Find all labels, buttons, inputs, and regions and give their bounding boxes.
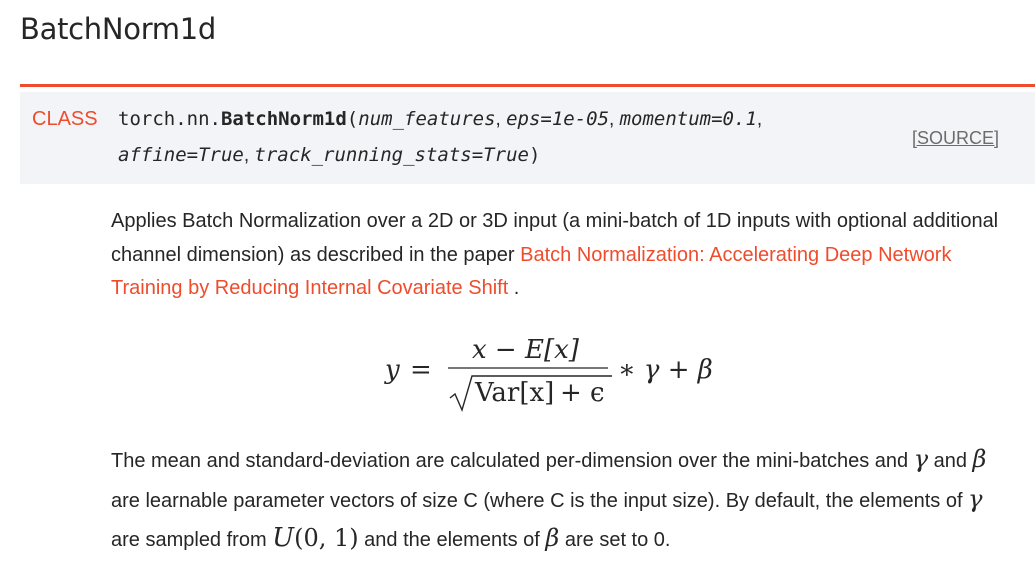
formula-numerator: x − E[x] [472,335,579,365]
class-signature [20,92,1035,184]
param-affine: affine=True [118,144,244,166]
page-title: BatchNorm1d [20,12,217,46]
signature-line-2: affine=True, track_running_stats=True) [118,144,541,166]
description-end: . [508,277,520,299]
details-text-1: The mean and standard-deviation are calculated per-dimension over the mini-batches and [111,450,914,472]
signature-open-paren: ( [346,108,359,130]
source-link[interactable]: [SOURCE] [911,128,999,148]
details-text-3: are learnable parameter vectors of size C (where C is the input size). By default, the elements of [111,489,969,512]
formula-denominator-var: Var[x] [475,378,555,408]
details-text-4: are sampled from [111,529,273,551]
formula-denominator-rest: + ϵ [560,378,605,408]
param-track-running-stats: track_running_stats=True [254,144,529,166]
beta-symbol: β [972,445,987,473]
description-text: Applies Batch Normalization over a 2D or 3D input (a mini-batch of 1D inputs with optional additional channel dimension) as described in the paper [111,210,999,266]
details-text-2: and [928,450,973,472]
details-text-6: are set to 0. [559,529,671,551]
formula-tail: ∗ γ + β [618,355,713,385]
param-eps: eps=1e-05 [506,108,610,130]
details-paragraph [111,441,1016,560]
param-num-features: num_features [358,108,496,130]
description-paragraph [111,205,1016,306]
signature-prefix: torch.nn. [118,108,221,130]
beta-symbol-2: β [545,524,560,552]
class-label: CLASS [32,108,98,130]
paper-link[interactable]: Batch Normalization: Accelerating Deep Network Training by Reducing Internal Covariate Shift [111,243,952,299]
signature-close-paren: ) [528,144,541,166]
header-divider [20,84,1035,87]
batchnorm-formula [380,328,740,418]
gamma-symbol-2: γ [968,484,983,513]
formula-lhs: y [385,355,400,385]
gamma-symbol: γ [913,445,929,473]
signature-line-1: torch.nn.BatchNorm1d(num_features, eps=1e-05, momentum=0.1, [118,108,763,130]
formula-equals: = [410,355,432,385]
signature-name: BatchNorm1d [220,108,347,130]
param-momentum: momentum=0.1 [619,108,757,130]
details-text-5: and the elements of [358,529,546,551]
uniform-args: (0, 1) [294,524,359,552]
uniform-symbol: U [272,523,295,553]
